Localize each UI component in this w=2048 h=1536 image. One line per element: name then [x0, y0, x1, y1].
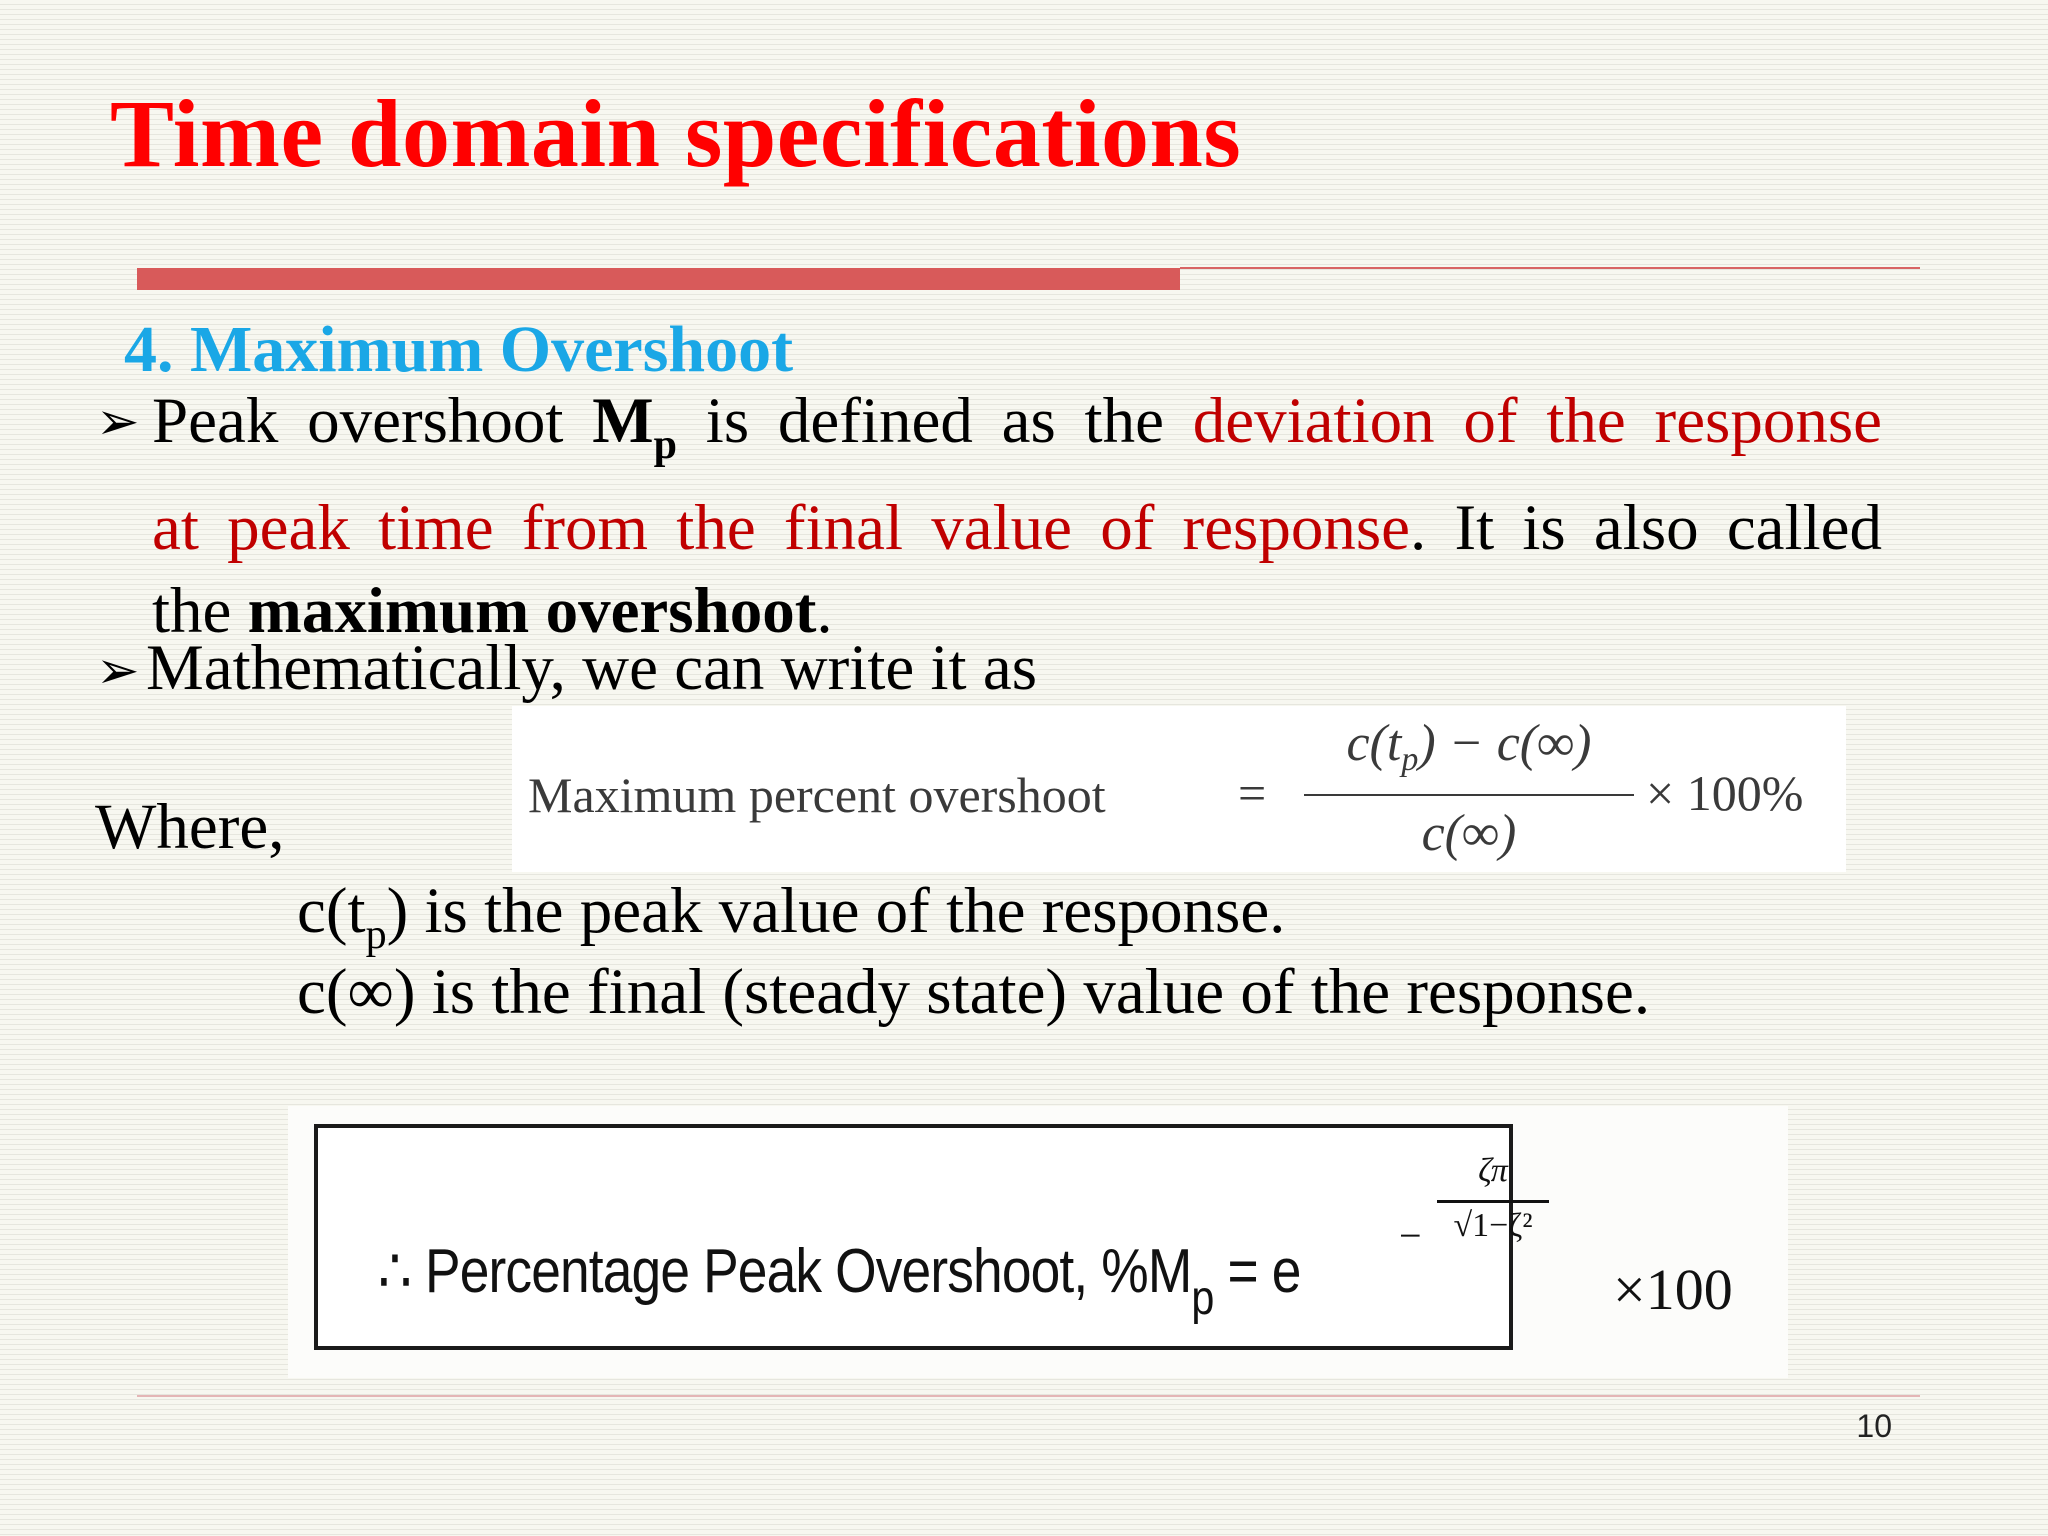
formula-label: Maximum percent overshoot: [528, 767, 1106, 823]
fraction-bar: [1304, 794, 1634, 796]
text-run: ∴ Percentage Peak Overshoot, %M: [378, 1237, 1192, 1306]
definition-final-value: c(∞) is the final (steady state) value of the response.: [297, 956, 1651, 1028]
page-number: 10: [1856, 1408, 1892, 1444]
bold-term: maximum overshoot: [247, 575, 817, 647]
percentage-peak-overshoot-formula: [288, 1106, 1788, 1378]
bullet1-line1: [152, 380, 1882, 487]
text-run: .: [816, 575, 833, 647]
subscript: p: [1191, 1272, 1214, 1325]
title-underline-thin: [1180, 267, 1920, 269]
bullet-arrow-icon: ➢: [96, 392, 140, 452]
multiplier: ×100: [1613, 1257, 1733, 1322]
denominator: c(∞): [1421, 805, 1517, 862]
footer-divider: [137, 1395, 1920, 1397]
title-underline-thick: [137, 268, 1180, 290]
subscript: p: [365, 912, 387, 958]
text-run: the: [152, 575, 248, 647]
subscript: p: [653, 422, 677, 468]
bullet-arrow-icon: ➢: [96, 641, 140, 701]
fraction: [1304, 714, 1634, 863]
highlight-text: at peak time from the final value of response: [152, 492, 1410, 564]
exponent: [1399, 1152, 1553, 1258]
section-heading: 4. Maximum Overshoot: [124, 313, 794, 386]
slide-title: Time domain specifications: [110, 80, 1242, 187]
bullet1-line2: [152, 487, 1882, 570]
definition-peak-value: [297, 874, 1285, 959]
numerator: [1304, 714, 1634, 788]
text-run: = e: [1213, 1237, 1301, 1306]
equals-sign: =: [1238, 765, 1267, 821]
formula-expression: [378, 1234, 1300, 1326]
formula-box: [314, 1124, 1733, 1350]
text-run: ) is the peak value of the response.: [386, 875, 1286, 947]
max-percent-overshoot-formula: [512, 706, 1846, 872]
subscript: p: [1401, 741, 1419, 778]
highlight-text: deviation of the response: [1192, 385, 1882, 457]
exponent-sign: −: [1399, 1213, 1422, 1258]
bullet-mathematically: Mathematically, we can write it as: [146, 632, 1037, 704]
bullet-peak-overshoot-definition: [152, 380, 1882, 653]
text-run: c(t: [297, 875, 366, 947]
where-label: Where,: [95, 791, 285, 863]
exponent-fraction-bar: [1437, 1200, 1549, 1203]
exponent-denominator: √1−ζ²: [1453, 1207, 1533, 1244]
text-run: c(t: [1346, 715, 1402, 772]
mp-symbol: [592, 385, 677, 468]
text-run: . It is also called: [1410, 492, 1882, 564]
text-run: Peak overshoot: [152, 385, 593, 457]
text-run: M: [592, 385, 654, 457]
exponent-numerator: ζπ: [1478, 1152, 1508, 1189]
text-run: is defined as the: [677, 385, 1193, 457]
text-run: ) − c(∞): [1418, 715, 1592, 772]
multiplier: × 100%: [1646, 765, 1804, 821]
